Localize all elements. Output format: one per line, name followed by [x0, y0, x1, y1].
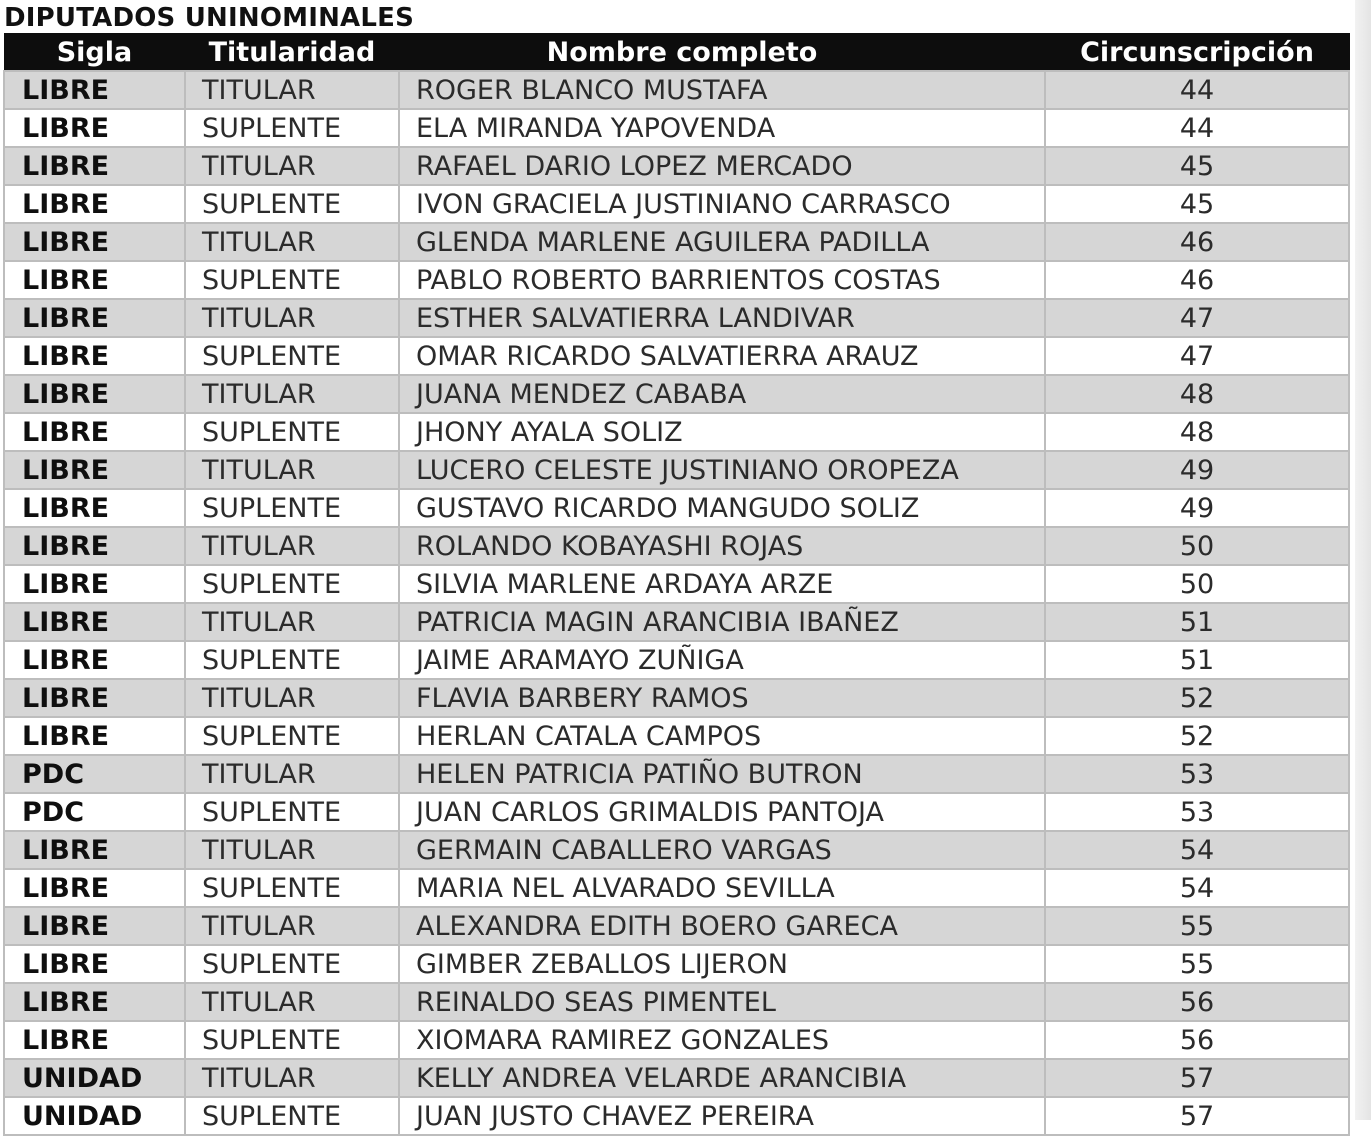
circunscripcion-cell: 55	[1045, 945, 1349, 983]
nombre-cell: MARIA NEL ALVARADO SEVILLA	[399, 869, 1045, 907]
page-edge-shade	[1355, 0, 1371, 1120]
nombre-cell: GUSTAVO RICARDO MANGUDO SOLIZ	[399, 489, 1045, 527]
column-header-circunscripcion: Circunscripción	[1045, 34, 1349, 72]
table-body	[4, 71, 1349, 1135]
circunscripcion-cell: 56	[1045, 983, 1349, 1021]
circunscripcion-cell: 52	[1045, 679, 1349, 717]
nombre-cell: JUAN JUSTO CHAVEZ PEREIRA	[399, 1097, 1045, 1135]
sigla-cell: LIBRE	[4, 223, 185, 261]
table-row	[4, 717, 1349, 755]
nombre-cell: HELEN PATRICIA PATIÑO BUTRON	[399, 755, 1045, 793]
sigla-cell: LIBRE	[4, 71, 185, 109]
circunscripcion-cell: 57	[1045, 1059, 1349, 1097]
circunscripcion-cell: 50	[1045, 565, 1349, 603]
nombre-cell: ROLANDO KOBAYASHI ROJAS	[399, 527, 1045, 565]
table-row	[4, 451, 1349, 489]
table-row	[4, 489, 1349, 527]
table-row	[4, 1097, 1349, 1135]
circunscripcion-cell: 49	[1045, 451, 1349, 489]
titularidad-cell: SUPLENTE	[185, 1021, 399, 1059]
circunscripcion-cell: 56	[1045, 1021, 1349, 1059]
sigla-cell: UNIDAD	[4, 1059, 185, 1097]
table-row	[4, 527, 1349, 565]
circunscripcion-cell: 48	[1045, 413, 1349, 451]
nombre-cell: RAFAEL DARIO LOPEZ MERCADO	[399, 147, 1045, 185]
nombre-cell: OMAR RICARDO SALVATIERRA ARAUZ	[399, 337, 1045, 375]
table-row	[4, 337, 1349, 375]
page-title: DIPUTADOS UNINOMINALES	[4, 3, 415, 33]
titularidad-cell: TITULAR	[185, 527, 399, 565]
titularidad-cell: TITULAR	[185, 755, 399, 793]
table-row	[4, 299, 1349, 337]
titularidad-cell: SUPLENTE	[185, 413, 399, 451]
sigla-cell: LIBRE	[4, 907, 185, 945]
titularidad-cell: TITULAR	[185, 831, 399, 869]
nombre-cell: KELLY ANDREA VELARDE ARANCIBIA	[399, 1059, 1045, 1097]
titularidad-cell: SUPLENTE	[185, 489, 399, 527]
titularidad-cell: SUPLENTE	[185, 717, 399, 755]
circunscripcion-cell: 49	[1045, 489, 1349, 527]
sigla-cell: LIBRE	[4, 185, 185, 223]
circunscripcion-cell: 46	[1045, 261, 1349, 299]
circunscripcion-cell: 52	[1045, 717, 1349, 755]
table-row	[4, 109, 1349, 147]
nombre-cell: IVON GRACIELA JUSTINIANO CARRASCO	[399, 185, 1045, 223]
circunscripcion-cell: 44	[1045, 71, 1349, 109]
nombre-cell: LUCERO CELESTE JUSTINIANO OROPEZA	[399, 451, 1045, 489]
sigla-cell: LIBRE	[4, 1021, 185, 1059]
sigla-cell: LIBRE	[4, 983, 185, 1021]
titularidad-cell: TITULAR	[185, 375, 399, 413]
titularidad-cell: SUPLENTE	[185, 109, 399, 147]
nombre-cell: ELA MIRANDA YAPOVENDA	[399, 109, 1045, 147]
titularidad-cell: SUPLENTE	[185, 337, 399, 375]
table-row	[4, 869, 1349, 907]
sigla-cell: LIBRE	[4, 641, 185, 679]
sigla-cell: UNIDAD	[4, 1097, 185, 1135]
sigla-cell: LIBRE	[4, 603, 185, 641]
nombre-cell: REINALDO SEAS PIMENTEL	[399, 983, 1045, 1021]
table-row	[4, 147, 1349, 185]
titularidad-cell: SUPLENTE	[185, 793, 399, 831]
table-row	[4, 185, 1349, 223]
nombre-cell: ALEXANDRA EDITH BOERO GARECA	[399, 907, 1045, 945]
sigla-cell: LIBRE	[4, 147, 185, 185]
table-row	[4, 831, 1349, 869]
table-row	[4, 945, 1349, 983]
circunscripcion-cell: 51	[1045, 641, 1349, 679]
sigla-cell: LIBRE	[4, 337, 185, 375]
titularidad-cell: TITULAR	[185, 451, 399, 489]
header-row	[4, 34, 1349, 72]
titularidad-cell: TITULAR	[185, 679, 399, 717]
nombre-cell: XIOMARA RAMIREZ GONZALES	[399, 1021, 1045, 1059]
titularidad-cell: TITULAR	[185, 71, 399, 109]
sigla-cell: LIBRE	[4, 375, 185, 413]
table-row	[4, 71, 1349, 109]
sigla-cell: LIBRE	[4, 109, 185, 147]
circunscripcion-cell: 47	[1045, 299, 1349, 337]
table-row	[4, 261, 1349, 299]
sigla-cell: LIBRE	[4, 451, 185, 489]
titularidad-cell: SUPLENTE	[185, 945, 399, 983]
circunscripcion-cell: 54	[1045, 869, 1349, 907]
circunscripcion-cell: 47	[1045, 337, 1349, 375]
titularidad-cell: SUPLENTE	[185, 261, 399, 299]
titularidad-cell: SUPLENTE	[185, 1097, 399, 1135]
sigla-cell: LIBRE	[4, 299, 185, 337]
table-row	[4, 755, 1349, 793]
nombre-cell: GERMAIN CABALLERO VARGAS	[399, 831, 1045, 869]
sigla-cell: LIBRE	[4, 565, 185, 603]
table-row	[4, 641, 1349, 679]
nombre-cell: GIMBER ZEBALLOS LIJERON	[399, 945, 1045, 983]
table-row	[4, 375, 1349, 413]
sigla-cell: LIBRE	[4, 261, 185, 299]
titularidad-cell: SUPLENTE	[185, 185, 399, 223]
titularidad-cell: SUPLENTE	[185, 565, 399, 603]
circunscripcion-cell: 44	[1045, 109, 1349, 147]
sigla-cell: LIBRE	[4, 831, 185, 869]
nombre-cell: JUANA MENDEZ CABABA	[399, 375, 1045, 413]
circunscripcion-cell: 53	[1045, 793, 1349, 831]
circunscripcion-cell: 45	[1045, 185, 1349, 223]
nombre-cell: SILVIA MARLENE ARDAYA ARZE	[399, 565, 1045, 603]
titularidad-cell: TITULAR	[185, 907, 399, 945]
table-row	[4, 223, 1349, 261]
column-header-titularidad: Titularidad	[185, 34, 399, 72]
circunscripcion-cell: 55	[1045, 907, 1349, 945]
titularidad-cell: TITULAR	[185, 603, 399, 641]
nombre-cell: GLENDA MARLENE AGUILERA PADILLA	[399, 223, 1045, 261]
titularidad-cell: TITULAR	[185, 223, 399, 261]
titularidad-cell: SUPLENTE	[185, 641, 399, 679]
sigla-cell: LIBRE	[4, 717, 185, 755]
circunscripcion-cell: 57	[1045, 1097, 1349, 1135]
column-header-nombre: Nombre completo	[399, 34, 1045, 72]
table-row	[4, 793, 1349, 831]
sigla-cell: LIBRE	[4, 945, 185, 983]
nombre-cell: PATRICIA MAGIN ARANCIBIA IBAÑEZ	[399, 603, 1045, 641]
titularidad-cell: TITULAR	[185, 1059, 399, 1097]
circunscripcion-cell: 53	[1045, 755, 1349, 793]
sigla-cell: LIBRE	[4, 413, 185, 451]
sigla-cell: LIBRE	[4, 869, 185, 907]
circunscripcion-cell: 46	[1045, 223, 1349, 261]
circunscripcion-cell: 51	[1045, 603, 1349, 641]
nombre-cell: HERLAN CATALA CAMPOS	[399, 717, 1045, 755]
circunscripcion-cell: 50	[1045, 527, 1349, 565]
titularidad-cell: TITULAR	[185, 147, 399, 185]
nombre-cell: FLAVIA BARBERY RAMOS	[399, 679, 1045, 717]
nombre-cell: PABLO ROBERTO BARRIENTOS COSTAS	[399, 261, 1045, 299]
nombre-cell: ROGER BLANCO MUSTAFA	[399, 71, 1045, 109]
table-row	[4, 603, 1349, 641]
titularidad-cell: TITULAR	[185, 983, 399, 1021]
column-header-sigla: Sigla	[4, 34, 185, 72]
table-row	[4, 679, 1349, 717]
table-header	[4, 34, 1349, 72]
table-row	[4, 413, 1349, 451]
circunscripcion-cell: 48	[1045, 375, 1349, 413]
titularidad-cell: TITULAR	[185, 299, 399, 337]
candidates-table	[3, 33, 1350, 1136]
titularidad-cell: SUPLENTE	[185, 869, 399, 907]
sigla-cell: LIBRE	[4, 679, 185, 717]
table-row	[4, 983, 1349, 1021]
circunscripcion-cell: 45	[1045, 147, 1349, 185]
sigla-cell: LIBRE	[4, 489, 185, 527]
table-row	[4, 1021, 1349, 1059]
sigla-cell: PDC	[4, 793, 185, 831]
nombre-cell: JUAN CARLOS GRIMALDIS PANTOJA	[399, 793, 1045, 831]
sigla-cell: PDC	[4, 755, 185, 793]
table-row	[4, 907, 1349, 945]
nombre-cell: JHONY AYALA SOLIZ	[399, 413, 1045, 451]
table-row	[4, 565, 1349, 603]
nombre-cell: ESTHER SALVATIERRA LANDIVAR	[399, 299, 1045, 337]
circunscripcion-cell: 54	[1045, 831, 1349, 869]
table-row	[4, 1059, 1349, 1097]
sigla-cell: LIBRE	[4, 527, 185, 565]
nombre-cell: JAIME ARAMAYO ZUÑIGA	[399, 641, 1045, 679]
